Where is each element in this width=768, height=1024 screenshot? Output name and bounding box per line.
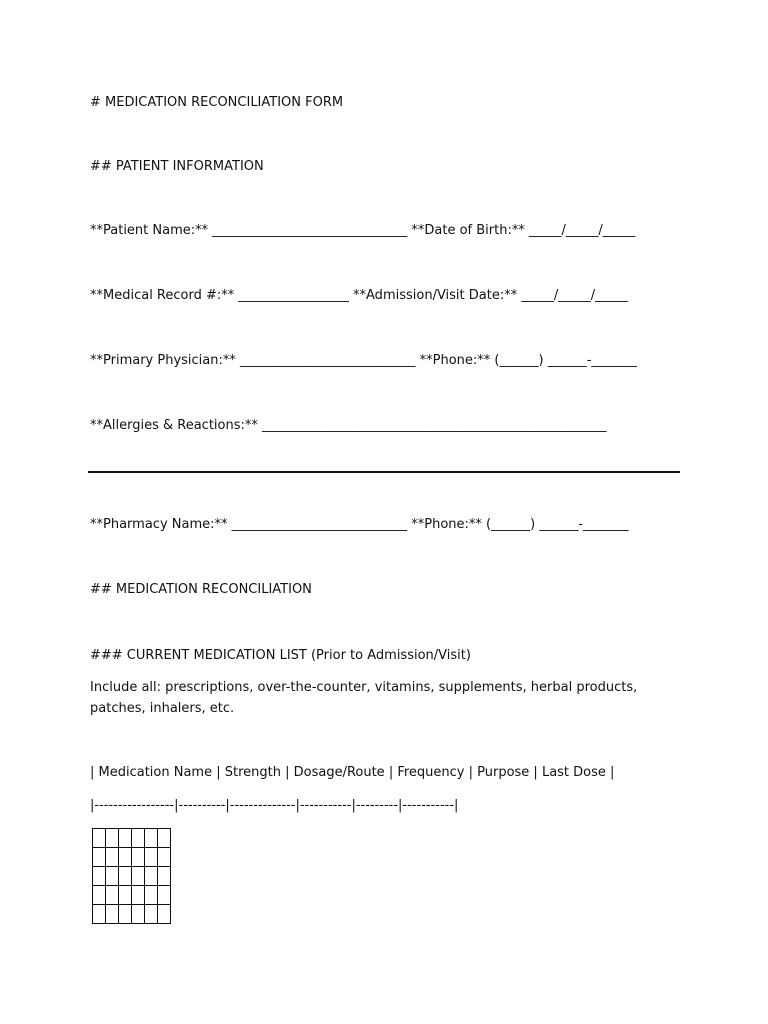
grid-cell <box>106 867 119 886</box>
grid-cell <box>145 867 158 886</box>
allergies-reactions-line: **Allergies & Reactions:** _____________________________________________________ <box>90 418 607 433</box>
grid-cell <box>132 905 145 924</box>
grid-cell <box>119 886 132 905</box>
grid-cell <box>106 886 119 905</box>
primary-physician-phone-line: **Primary Physician:** ___________________________ **Phone:** (______) ______-_______ <box>90 353 637 368</box>
grid-cell <box>93 905 106 924</box>
grid-row <box>93 829 171 848</box>
medication-reconciliation-heading: ## MEDICATION RECONCILIATION <box>90 582 312 597</box>
grid-cell <box>158 867 171 886</box>
grid-cell <box>132 829 145 848</box>
current-medication-list-heading: ### CURRENT MEDICATION LIST (Prior to Admission/Visit) <box>90 648 471 663</box>
grid-cell <box>106 905 119 924</box>
medication-table-header: | Medication Name | Strength | Dosage/Route | Frequency | Purpose | Last Dose | <box>90 765 615 780</box>
grid-cell <box>132 867 145 886</box>
grid-cell <box>93 886 106 905</box>
grid-row <box>93 905 171 924</box>
medication-table-separator: |-----------------|----------|--------------|-----------|---------|-----------| <box>90 798 459 813</box>
grid-cell <box>93 829 106 848</box>
patient-information-heading: ## PATIENT INFORMATION <box>90 159 264 174</box>
grid-cell <box>119 905 132 924</box>
grid-cell <box>106 848 119 867</box>
grid-cell <box>119 829 132 848</box>
grid-cell <box>93 848 106 867</box>
medical-record-admission-line: **Medical Record #:** _________________ **Admission/Visit Date:** _____/_____/_____ <box>90 288 628 303</box>
pharmacy-name-phone-line: **Pharmacy Name:** ___________________________ **Phone:** (______) ______-_______ <box>90 517 629 532</box>
grid-cell <box>158 886 171 905</box>
grid-cell <box>145 829 158 848</box>
grid-cell <box>132 886 145 905</box>
grid-cell <box>158 848 171 867</box>
grid-cell <box>93 867 106 886</box>
section-divider <box>88 471 680 473</box>
grid-cell <box>158 905 171 924</box>
include-all-note: Include all: prescriptions, over-the-counter, vitamins, supplements, herbal products, patches, inhalers, etc. <box>90 680 638 716</box>
grid-cell <box>145 886 158 905</box>
form-title: # MEDICATION RECONCILIATION FORM <box>90 95 344 110</box>
grid-cell <box>119 867 132 886</box>
grid-cell <box>145 905 158 924</box>
grid-cell <box>145 848 158 867</box>
grid-row <box>93 848 171 867</box>
grid-row <box>93 867 171 886</box>
grid-cell <box>119 848 132 867</box>
patient-name-dob-line: **Patient Name:** ______________________________ **Date of Birth:** _____/_____/_____ <box>90 223 636 238</box>
grid-cell <box>132 848 145 867</box>
grid-cell <box>106 829 119 848</box>
blank-grid <box>92 828 171 924</box>
grid-row <box>93 886 171 905</box>
grid-cell <box>158 829 171 848</box>
